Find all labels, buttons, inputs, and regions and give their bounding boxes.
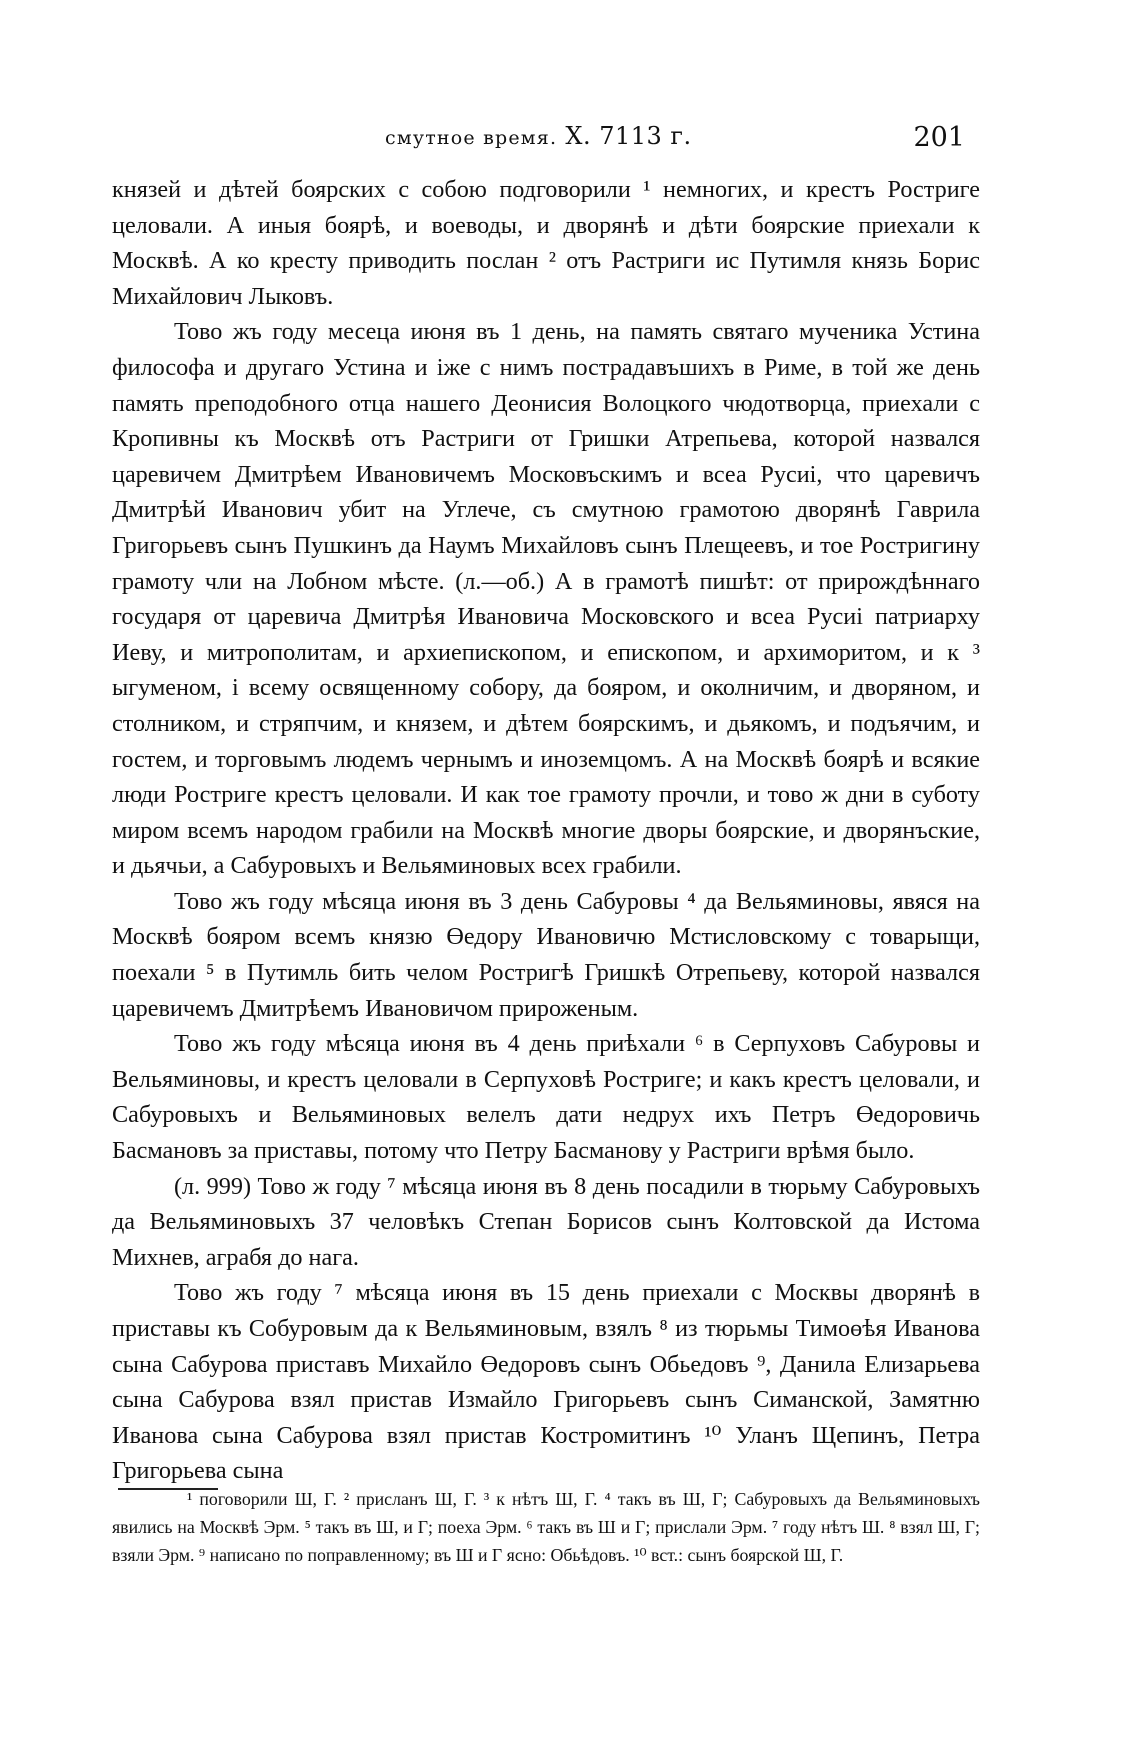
running-title-smallcaps: смутное время.: [385, 127, 558, 149]
running-title: [385, 122, 692, 150]
page-header: [115, 122, 975, 158]
paragraph-continued: князей и дѣтей боярских с собою подговорили ¹ немногих, и крестъ Ростриге целовали. А иныя боярѣ, и воеводы, и дворянѣ и дѣти боярские приехали к Москвѣ. А ко кресту приводить послан ² отъ Растриги ис Путимля князь Борис Михайлович Лыковъ.: [112, 176, 980, 310]
paragraph-june-4: Тово жъ году мѣсяца июня въ 4 день приѣхали ⁶ в Серпуховъ Сабуровы и Вельяминовы, и крестъ целовали в Серпуховѣ Ростриге; и какъ крестъ целовали, и Сабуровыхъ и Вельяминовых велелъ дати недрух ихъ Петръ Өедоровичь Басмановъ за приставы, потому что Петру Басманову у Растриги врѣмя было.: [112, 1030, 980, 1165]
page-number: 201: [913, 122, 965, 153]
main-text: [112, 172, 980, 1489]
paragraph-june-1: Тово жъ году месеца июня въ 1 день, на память святаго мученика Устина философа и другаго Устина и іже с нимъ пострадавъшихъ в Риме, в той же день память преподобного отца нашего Деонисия Волоцкого чюдотворца, приехали с Кропивны къ Москвѣ отъ Растриги от Гришки Атрепьева, которой назвался царевичем Дмитрѣем Ивановичемъ Московъскимъ и всеа Русиі, что царевичъ Дмитрѣй Иванович убит на Углече, съ смутною грамотою дворянѣ Гаврила Григорьевъ сынъ Пушкинъ да Наумъ Михайловъ сынъ Плещеевъ, и тое Ростригину грамоту чли на Лобном мѣсте. (л.—об.) А в грамотѣ пишѣт: от прирождѣннаго государя от царевича Дмитрѣя Ивановича Московского и всеа Русиі патриарху Иеву, и митрополитам, и архиепископом, и епископом, и архиморитом, и к ³ ыгуменом, і всему освященному собору, да бояром, и околничим, и дворяном, и столником, и стряпчим, и князем, и дѣтем боярскимъ, и дьякомъ, и подъячим, и гостем, и торговымъ людемъ чернымъ и иноземцомъ. А на Москвѣ боярѣ и всякие люди Ростриге крестъ целовали. И как тое грамоту прочли, и тово ж дни в суботу миром всемъ народом грабили на Москвѣ многие дворы боярские, и дворянъские, и дьячьи, а Сабуровыхъ и Вельяминовых всех грабили.: [112, 318, 980, 880]
running-title-year: X. 7113 г.: [565, 122, 692, 150]
paragraph-june-3: Тово жъ году мѣсяца июня въ 3 день Сабуровы ⁴ да Вельяминовы, явяся на Москвѣ бояром всемъ князю Өедору Ивановичю Мстисловскому с товарыщи, поехали ⁵ в Путимль бить челом Ростригѣ Гришкѣ Отрепьеву, которой назвался царевичемъ Дмитрѣемъ Ивановичом прироженым.: [112, 887, 980, 1022]
paragraph-june-8: (л. 999) Тово ж году ⁷ мѣсяца июня въ 8 день посадили в тюрьму Сабуровыхъ да Вельяминовыхъ 37 человѣкъ Степан Борисов сынъ Колтовской да Истома Михнев, аграбя до нага.: [112, 1172, 980, 1271]
paragraph-june-15: Тово жъ году ⁷ мѣсяца июня въ 15 день приехали с Москвы дворянѣ в приставы къ Собуровым да к Вельяминовым, взялъ ⁸ из тюрьмы Тимоөѣя Иванова сына Сабурова приставъ Михайло Өедоровъ сынъ Обьедовъ ⁹, Данила Елизарьева сына Сабурова взял пристав Измайло Григорьевъ сынъ Симанской, Замятню Иванова сына Сабурова взял пристав Костромитинъ ¹⁰ Уланъ Щепинъ, Петра Григорьева сына: [112, 1279, 980, 1485]
footnotes-text: ¹ поговорили Ш, Г. ² присланъ Ш, Г. ³ к нѣтъ Ш, Г. ⁴ такъ въ Ш, Г; Сабуровыхъ да Вельяминовыхъ явились на Москвѣ Эрм. ⁵ такъ въ Ш, и Г; поеха Эрм. ⁶ такъ въ Ш и Г; прислали Эрм. ⁷ году нѣтъ Ш. ⁸ взял Ш, Г; взяли Эрм. ⁹ написано по поправленному; въ Ш и Г ясно: Обьѣдовъ. ¹⁰ вст.: сынъ боярской Ш, Г.: [112, 1489, 980, 1565]
footnotes: [112, 1485, 980, 1569]
